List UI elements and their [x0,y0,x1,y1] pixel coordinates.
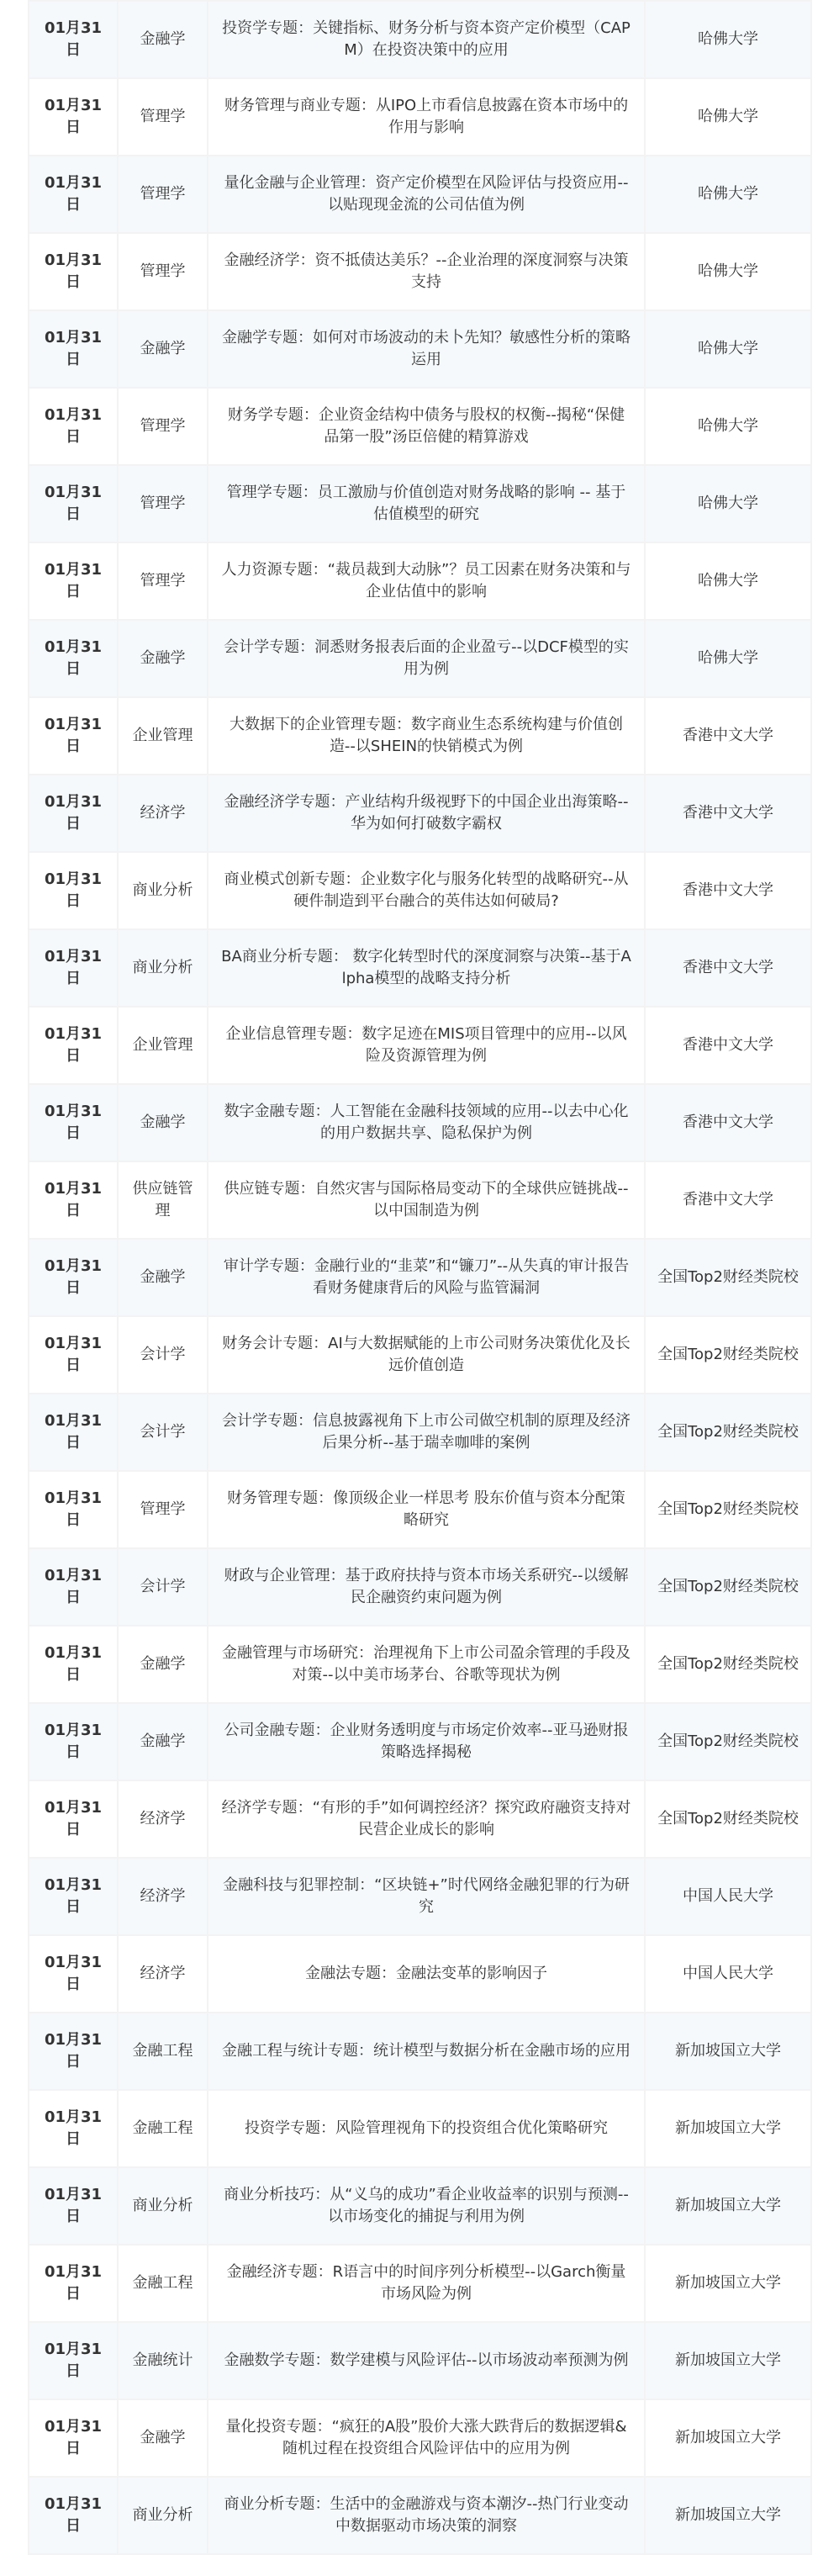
date-cell: 01月31日 [29,1858,118,1935]
table-row [29,852,811,929]
table-row [29,1471,811,1548]
table-row [29,2245,811,2322]
date-cell: 01月31日 [29,929,118,1007]
table-row [29,2167,811,2245]
university-cell: 哈佛大学 [645,1,811,78]
date-cell: 01月31日 [29,775,118,852]
subject-cell: 经济学 [118,775,208,852]
table-row [29,1084,811,1161]
subject-cell: 经济学 [118,1858,208,1935]
date-cell: 01月31日 [29,1239,118,1316]
topic-cell: 财政与企业管理：基于政府扶持与资本市场关系研究--以缓解民企融资约束问题为例 [208,1548,645,1626]
university-cell: 哈佛大学 [645,310,811,388]
university-cell: 香港中文大学 [645,775,811,852]
university-cell: 哈佛大学 [645,388,811,465]
topic-cell: 金融科技与犯罪控制：“区块链+”时代网络金融犯罪的行为研究 [208,1858,645,1935]
subject-cell: 商业分析 [118,2167,208,2245]
topic-cell: 金融法专题：金融法变革的影响因子 [208,1935,645,2013]
table-row [29,465,811,542]
date-cell: 01月31日 [29,1703,118,1780]
table-row [29,929,811,1007]
date-cell: 01月31日 [29,2322,118,2399]
table-row [29,2322,811,2399]
subject-cell: 管理学 [118,1471,208,1548]
table-row [29,1935,811,2013]
date-cell: 01月31日 [29,1548,118,1626]
university-cell: 全国Top2财经类院校 [645,1394,811,1471]
subject-cell: 金融学 [118,310,208,388]
table-row [29,1858,811,1935]
university-cell: 全国Top2财经类院校 [645,1548,811,1626]
topic-cell: 审计学专题：金融行业的“韭菜”和“镰刀”--从失真的审计报告看财务健康背后的风险与监管漏洞 [208,1239,645,1316]
date-cell: 01月31日 [29,697,118,775]
topic-cell: 投资学专题：风险管理视角下的投资组合优化策略研究 [208,2090,645,2167]
topic-cell: 财务学专题：企业资金结构中债务与股权的权衡--揭秘“保健品第一股”汤臣倍健的精算游戏 [208,388,645,465]
date-cell: 01月31日 [29,465,118,542]
topic-cell: 金融经济专题：R语言中的时间序列分析模型--以Garch衡量市场风险为例 [208,2245,645,2322]
table-row [29,1626,811,1703]
topic-cell: 管理学专题：员工激励与价值创造对财务战略的影响 -- 基于估值模型的研究 [208,465,645,542]
subject-cell: 会计学 [118,1548,208,1626]
table-row [29,1161,811,1239]
date-cell: 01月31日 [29,1935,118,2013]
table-row [29,1316,811,1394]
date-cell: 01月31日 [29,1161,118,1239]
date-cell: 01月31日 [29,1316,118,1394]
topic-cell: 会计学专题：洞悉财务报表后面的企业盈亏--以DCF模型的实用为例 [208,620,645,697]
table-row [29,233,811,310]
subject-cell: 经济学 [118,1935,208,2013]
date-cell: 01月31日 [29,78,118,156]
table-row [29,697,811,775]
university-cell: 新加坡国立大学 [645,2013,811,2090]
table-row [29,2399,811,2477]
date-cell: 01月31日 [29,620,118,697]
table-row [29,1394,811,1471]
subject-cell: 经济学 [118,1780,208,1858]
date-cell: 01月31日 [29,2245,118,2322]
university-cell: 香港中文大学 [645,697,811,775]
topic-cell: 金融工程与统计专题：统计模型与数据分析在金融市场的应用 [208,2013,645,2090]
university-cell: 哈佛大学 [645,233,811,310]
date-cell: 01月31日 [29,388,118,465]
date-cell: 01月31日 [29,233,118,310]
subject-cell: 金融统计 [118,2322,208,2399]
subject-cell: 管理学 [118,233,208,310]
table-row [29,620,811,697]
university-cell: 全国Top2财经类院校 [645,1316,811,1394]
table-row [29,388,811,465]
date-cell: 01月31日 [29,852,118,929]
university-cell: 香港中文大学 [645,1084,811,1161]
university-cell: 哈佛大学 [645,156,811,233]
subject-cell: 商业分析 [118,2477,208,2554]
topic-cell: 商业模式创新专题：企业数字化与服务化转型的战略研究--从硬件制造到平台融合的英伟达如何破局? [208,852,645,929]
date-cell: 01月31日 [29,1626,118,1703]
topic-cell: 财务管理与商业专题：从IPO上市看信息披露在资本市场中的作用与影响 [208,78,645,156]
date-cell: 01月31日 [29,1780,118,1858]
table-row [29,1703,811,1780]
university-cell: 香港中文大学 [645,929,811,1007]
topic-cell: 金融经济学：资不抵债达美乐？--企业治理的深度洞察与决策支持 [208,233,645,310]
topic-cell: 财务管理专题：像顶级企业一样思考 股东价值与资本分配策略研究 [208,1471,645,1548]
date-cell: 01月31日 [29,2013,118,2090]
subject-cell: 金融学 [118,2399,208,2477]
topic-cell: 大数据下的企业管理专题：数字商业生态系统构建与价值创造--以SHEIN的快销模式为例 [208,697,645,775]
university-cell: 香港中文大学 [645,1161,811,1239]
table-row [29,1,811,78]
topic-cell: 财务会计专题：AI与大数据赋能的上市公司财务决策优化及长远价值创造 [208,1316,645,1394]
university-cell: 新加坡国立大学 [645,2477,811,2554]
table-row [29,1548,811,1626]
subject-cell: 金融学 [118,1703,208,1780]
table-row [29,542,811,620]
topic-cell: 数字金融专题：人工智能在金融科技领域的应用--以去中心化的用户数据共享、隐私保护为例 [208,1084,645,1161]
subject-cell: 金融学 [118,1,208,78]
table-row [29,156,811,233]
topic-cell: 投资学专题：关键指标、财务分析与资本资产定价模型（CAPM）在投资决策中的应用 [208,1,645,78]
subject-cell: 管理学 [118,388,208,465]
topic-cell: 企业信息管理专题：数字足迹在MIS项目管理中的应用--以风险及资源管理为例 [208,1007,645,1084]
table-row [29,1007,811,1084]
table-row [29,775,811,852]
university-cell: 哈佛大学 [645,465,811,542]
table-row [29,1780,811,1858]
course-schedule-table [28,0,812,2555]
university-cell: 全国Top2财经类院校 [645,1626,811,1703]
date-cell: 01月31日 [29,1084,118,1161]
date-cell: 01月31日 [29,2167,118,2245]
date-cell: 01月31日 [29,1471,118,1548]
subject-cell: 管理学 [118,465,208,542]
topic-cell: 金融经济学专题：产业结构升级视野下的中国企业出海策略--华为如何打破数字霸权 [208,775,645,852]
subject-cell: 会计学 [118,1394,208,1471]
subject-cell: 金融工程 [118,2013,208,2090]
subject-cell: 企业管理 [118,697,208,775]
university-cell: 新加坡国立大学 [645,2090,811,2167]
topic-cell: 金融学专题：如何对市场波动的未卜先知？敏感性分析的策略运用 [208,310,645,388]
topic-cell: 量化投资专题：“疯狂的A股”股价大涨大跌背后的数据逻辑&随机过程在投资组合风险评估中的应用为例 [208,2399,645,2477]
date-cell: 01月31日 [29,1,118,78]
university-cell: 全国Top2财经类院校 [645,1780,811,1858]
university-cell: 哈佛大学 [645,78,811,156]
subject-cell: 金融学 [118,1626,208,1703]
date-cell: 01月31日 [29,2399,118,2477]
university-cell: 全国Top2财经类院校 [645,1239,811,1316]
table-row [29,78,811,156]
university-cell: 新加坡国立大学 [645,2399,811,2477]
subject-cell: 金融工程 [118,2245,208,2322]
schedule-body [29,1,811,2554]
university-cell: 香港中文大学 [645,1007,811,1084]
table-row [29,2477,811,2554]
subject-cell: 商业分析 [118,929,208,1007]
topic-cell: 商业分析专题：生活中的金融游戏与资本潮汐--热门行业变动中数据驱动市场决策的洞察 [208,2477,645,2554]
date-cell: 01月31日 [29,156,118,233]
table-row [29,310,811,388]
topic-cell: 供应链专题：自然灾害与国际格局变动下的全球供应链挑战--以中国制造为例 [208,1161,645,1239]
subject-cell: 金融学 [118,1239,208,1316]
table-row [29,2013,811,2090]
subject-cell: 金融工程 [118,2090,208,2167]
university-cell: 新加坡国立大学 [645,2322,811,2399]
date-cell: 01月31日 [29,2090,118,2167]
university-cell: 哈佛大学 [645,620,811,697]
subject-cell: 供应链管理 [118,1161,208,1239]
subject-cell: 管理学 [118,156,208,233]
topic-cell: 金融数学专题：数学建模与风险评估--以市场波动率预测为例 [208,2322,645,2399]
topic-cell: 公司金融专题：企业财务透明度与市场定价效率--亚马逊财报策略选择揭秘 [208,1703,645,1780]
university-cell: 全国Top2财经类院校 [645,1471,811,1548]
subject-cell: 会计学 [118,1316,208,1394]
date-cell: 01月31日 [29,1394,118,1471]
subject-cell: 商业分析 [118,852,208,929]
topic-cell: 经济学专题：“有形的手”如何调控经济？探究政府融资支持对民营企业成长的影响 [208,1780,645,1858]
date-cell: 01月31日 [29,2477,118,2554]
subject-cell: 企业管理 [118,1007,208,1084]
subject-cell: 金融学 [118,1084,208,1161]
university-cell: 新加坡国立大学 [645,2245,811,2322]
table-row [29,1239,811,1316]
date-cell: 01月31日 [29,310,118,388]
university-cell: 哈佛大学 [645,542,811,620]
university-cell: 中国人民大学 [645,1935,811,2013]
topic-cell: 量化金融与企业管理：资产定价模型在风险评估与投资应用--以贴现现金流的公司估值为例 [208,156,645,233]
topic-cell: 商业分析技巧：从“义乌的成功”看企业收益率的识别与预测--以市场变化的捕捉与利用为例 [208,2167,645,2245]
university-cell: 全国Top2财经类院校 [645,1703,811,1780]
date-cell: 01月31日 [29,542,118,620]
subject-cell: 金融学 [118,620,208,697]
subject-cell: 管理学 [118,542,208,620]
date-cell: 01月31日 [29,1007,118,1084]
table-row [29,2090,811,2167]
university-cell: 中国人民大学 [645,1858,811,1935]
subject-cell: 管理学 [118,78,208,156]
topic-cell: 金融管理与市场研究：治理视角下上市公司盈余管理的手段及对策--以中美市场茅台、谷歌等现状为例 [208,1626,645,1703]
topic-cell: 会计学专题：信息披露视角下上市公司做空机制的原理及经济后果分析--基于瑞幸咖啡的案例 [208,1394,645,1471]
university-cell: 香港中文大学 [645,852,811,929]
university-cell: 新加坡国立大学 [645,2167,811,2245]
topic-cell: 人力资源专题：“裁员裁到大动脉”？员工因素在财务决策和与企业估值中的影响 [208,542,645,620]
topic-cell: BA商业分析专题： 数字化转型时代的深度洞察与决策--基于Alpha模型的战略支持分析 [208,929,645,1007]
